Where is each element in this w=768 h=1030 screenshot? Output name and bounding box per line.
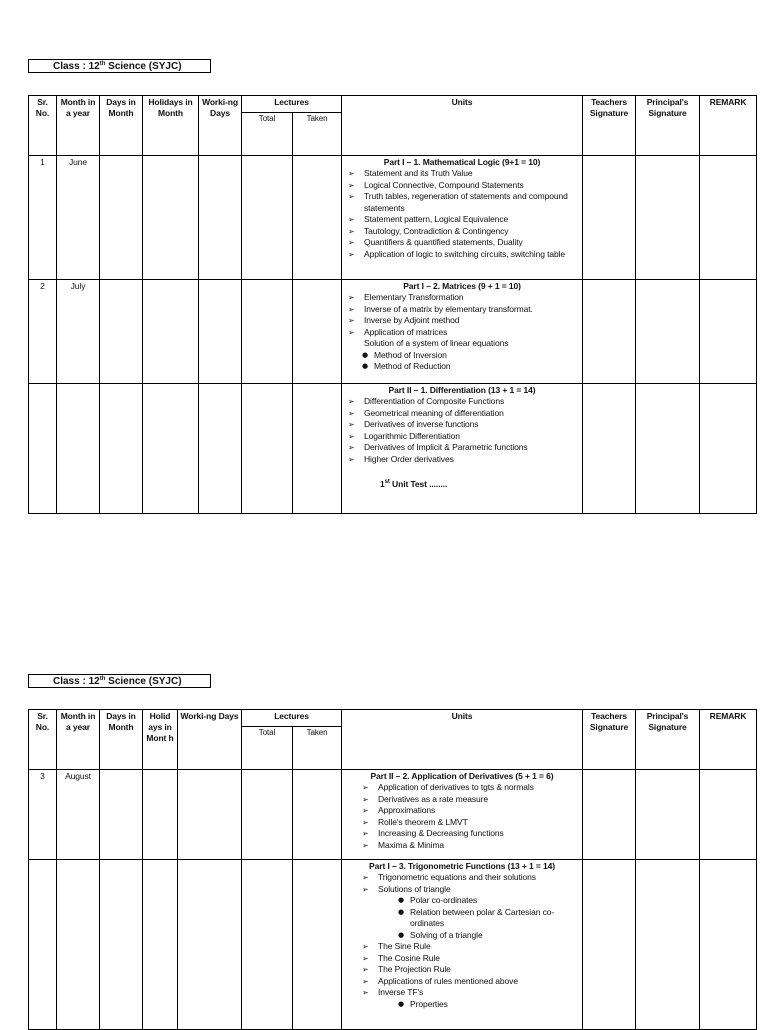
- table-row: [29, 280, 757, 384]
- header-days: Days in Month: [100, 710, 143, 770]
- units-cell: [342, 156, 583, 280]
- topic-item: ➢ The Cosine Rule: [378, 953, 580, 965]
- total-cell: [242, 770, 293, 860]
- units-cell: [342, 770, 583, 860]
- topic-list: [344, 941, 580, 999]
- header-sr-no: Sr. No.: [29, 710, 57, 770]
- unit-title: Part I – 1. Mathematical Logic (9+1 = 10): [383, 157, 541, 167]
- topic-list: [344, 872, 580, 895]
- days-cell: [100, 860, 143, 1030]
- month: August: [57, 770, 100, 860]
- taken-cell: [293, 770, 342, 860]
- table-row: [29, 860, 757, 1030]
- teachers-signature-cell: [583, 770, 636, 860]
- units-cell: [342, 860, 583, 1030]
- teachers-signature-cell: [583, 156, 636, 280]
- working-days-cell: [199, 156, 242, 280]
- total-cell: [242, 384, 293, 514]
- teachers-signature-cell: [583, 860, 636, 1030]
- subtopic-list: [344, 895, 580, 941]
- header-lectures: Lectures: [242, 96, 342, 113]
- header-units: Units: [342, 96, 583, 156]
- subtopic-item: ● Method of Reduction: [374, 361, 580, 373]
- working-days-cell: [199, 384, 242, 514]
- table-row: [29, 770, 757, 860]
- topic-item: ➢ Rolle's theorem & LMVT: [378, 817, 580, 829]
- units-cell: [342, 280, 583, 384]
- topic-item: ➢ Truth tables, regeneration of statements and compound statements: [364, 191, 580, 214]
- class-label: Class : 12th Science (SYJC): [28, 674, 211, 688]
- header-total: Total: [242, 727, 293, 770]
- topic-item: ➢ Geometrical meaning of differentiation: [364, 408, 580, 420]
- header-taken: Taken: [293, 727, 342, 770]
- header-teachers-signature: Teachers Signature: [583, 710, 636, 770]
- holidays-cell: [143, 280, 199, 384]
- topic-item: ➢ Statement pattern, Logical Equivalence: [364, 214, 580, 226]
- header-month: Month in a year: [57, 96, 100, 156]
- topic-item: ➢ Derivatives of inverse functions: [364, 419, 580, 431]
- header-taken: Taken: [293, 113, 342, 156]
- topic-item: ➢ Differentiation of Composite Functions: [364, 396, 580, 408]
- topic-item: ➢ Inverse TF's: [378, 987, 580, 999]
- unit-test-note: 1st Unit Test ........: [380, 478, 448, 489]
- unit-title: Part I – 2. Matrices (9 + 1 = 10): [403, 281, 521, 291]
- topic-item: ➢ Logarithmic Differentiation: [364, 431, 580, 443]
- units-cell: [342, 384, 583, 514]
- topic-list: [344, 782, 580, 851]
- taken-cell: [293, 280, 342, 384]
- days-cell: [100, 280, 143, 384]
- header-lectures: Lectures: [242, 710, 342, 727]
- header-principals-signature: Principal's Signature: [636, 96, 700, 156]
- days-cell: [100, 156, 143, 280]
- month: July: [57, 280, 100, 384]
- principals-signature-cell: [636, 280, 700, 384]
- teachers-signature-cell: [583, 280, 636, 384]
- topic-item: ➢ Statement and its Truth Value: [364, 168, 580, 180]
- topic-item: ➢ Solutions of triangle: [378, 884, 580, 896]
- subtopic-list: [344, 350, 580, 373]
- topic-item: ➢ Application of logic to switching circuits, switching table: [364, 249, 580, 261]
- remark-cell: [700, 280, 757, 384]
- total-cell: [242, 280, 293, 384]
- topic-item: ➢ Logical Connective, Compound Statements: [364, 180, 580, 192]
- topic-item: ➢ Elementary Transformation: [364, 292, 580, 304]
- days-cell: [100, 770, 143, 860]
- working-days-cell: [178, 860, 242, 1030]
- header-working-days: Worki-ng Days: [178, 710, 242, 770]
- header-working-days: Worki-ng Days: [199, 96, 242, 156]
- taken-cell: [293, 384, 342, 514]
- month: [57, 860, 100, 1030]
- sr-no: 2: [29, 280, 57, 384]
- unit-title: Part II – 2. Application of Derivatives (5 + 1 = 6): [370, 771, 554, 781]
- principals-signature-cell: [636, 384, 700, 514]
- header-sr-no: Sr. No.: [29, 96, 57, 156]
- holidays-cell: [143, 770, 178, 860]
- principals-signature-cell: [636, 770, 700, 860]
- remark-cell: [700, 384, 757, 514]
- sr-no: [29, 860, 57, 1030]
- topic-item: ➢ Maxima & Minima: [378, 840, 580, 852]
- topic-item: ➢ Increasing & Decreasing functions: [378, 828, 580, 840]
- principals-signature-cell: [636, 860, 700, 1030]
- subtopic-item: ● Properties: [410, 999, 580, 1011]
- topic-item: ➢ Application of derivatives to tgts & normals: [378, 782, 580, 794]
- table-row: [29, 156, 757, 280]
- header-total: Total: [242, 113, 293, 156]
- holidays-cell: [143, 156, 199, 280]
- total-cell: [242, 156, 293, 280]
- subtopic-item: ● Method of Inversion: [374, 350, 580, 362]
- principals-signature-cell: [636, 156, 700, 280]
- topic-list: [344, 168, 580, 260]
- teachers-signature-cell: [583, 384, 636, 514]
- topic-list: [344, 396, 580, 465]
- holidays-cell: [143, 384, 199, 514]
- month: [57, 384, 100, 514]
- days-cell: [100, 384, 143, 514]
- lecture-plan-table: [28, 709, 757, 1030]
- topic-list: [344, 292, 580, 350]
- holidays-cell: [143, 860, 178, 1030]
- topic-item: ➢ Inverse of a matrix by elementary transformat.: [364, 304, 580, 316]
- taken-cell: [293, 156, 342, 280]
- header-principals-signature: Principal's Signature: [636, 710, 700, 770]
- subtopic-item: ● Solving of a triangle: [410, 930, 580, 942]
- unit-title: Part I – 3. Trigonometric Functions (13 + 1 = 14): [369, 861, 555, 871]
- remark-cell: [700, 156, 757, 280]
- subtopic-list: [344, 999, 580, 1011]
- unit-title: Part II – 1. Differentiation (13 + 1 = 14): [388, 385, 536, 395]
- topic-subheading: Solution of a system of linear equations: [364, 338, 509, 348]
- topic-item: ➢ Derivatives as a rate measure: [378, 794, 580, 806]
- topic-item: ➢ Higher Order derivatives: [364, 454, 580, 466]
- topic-item: ➢ The Sine Rule: [378, 941, 580, 953]
- topic-item: ➢ Trigonometric equations and their solutions: [378, 872, 580, 884]
- topic-item: ➢ Quantifiers & quantified statements, Duality: [364, 237, 580, 249]
- class-label: Class : 12th Science (SYJC): [28, 59, 211, 73]
- topic-item: ➢ Derivatives of Implicit & Parametric functions: [364, 442, 580, 454]
- sr-no: 1: [29, 156, 57, 280]
- topic-item: ➢ Application of matrices: [364, 327, 580, 339]
- header-remark: REMARK: [700, 96, 757, 156]
- header-remark: REMARK: [700, 710, 757, 770]
- topic-item: ➢ The Projection Rule: [378, 964, 580, 976]
- table-row: [29, 384, 757, 514]
- topic-item: ➢ Inverse by Adjoint method: [364, 315, 580, 327]
- working-days-cell: [199, 280, 242, 384]
- subtopic-item: ● Polar co-ordinates: [410, 895, 580, 907]
- remark-cell: [700, 770, 757, 860]
- working-days-cell: [178, 770, 242, 860]
- sr-no: [29, 384, 57, 514]
- topic-item: ➢ Approximations: [378, 805, 580, 817]
- lecture-plan-table: [28, 95, 757, 514]
- header-days: Days in Month: [100, 96, 143, 156]
- total-cell: [242, 860, 293, 1030]
- header-units: Units: [342, 710, 583, 770]
- sr-no: 3: [29, 770, 57, 860]
- taken-cell: [293, 860, 342, 1030]
- header-holidays: Holid ays in Mont h: [143, 710, 178, 770]
- month: June: [57, 156, 100, 280]
- topic-item: ➢ Applications of rules mentioned above: [378, 976, 580, 988]
- subtopic-item: ● Relation between polar & Cartesian co-ordinates: [410, 907, 580, 930]
- header-holidays: Holidays in Month: [143, 96, 199, 156]
- topic-item: ➢ Tautology, Contradiction & Contingency: [364, 226, 580, 238]
- header-teachers-signature: Teachers Signature: [583, 96, 636, 156]
- remark-cell: [700, 860, 757, 1030]
- header-month: Month in a year: [57, 710, 100, 770]
